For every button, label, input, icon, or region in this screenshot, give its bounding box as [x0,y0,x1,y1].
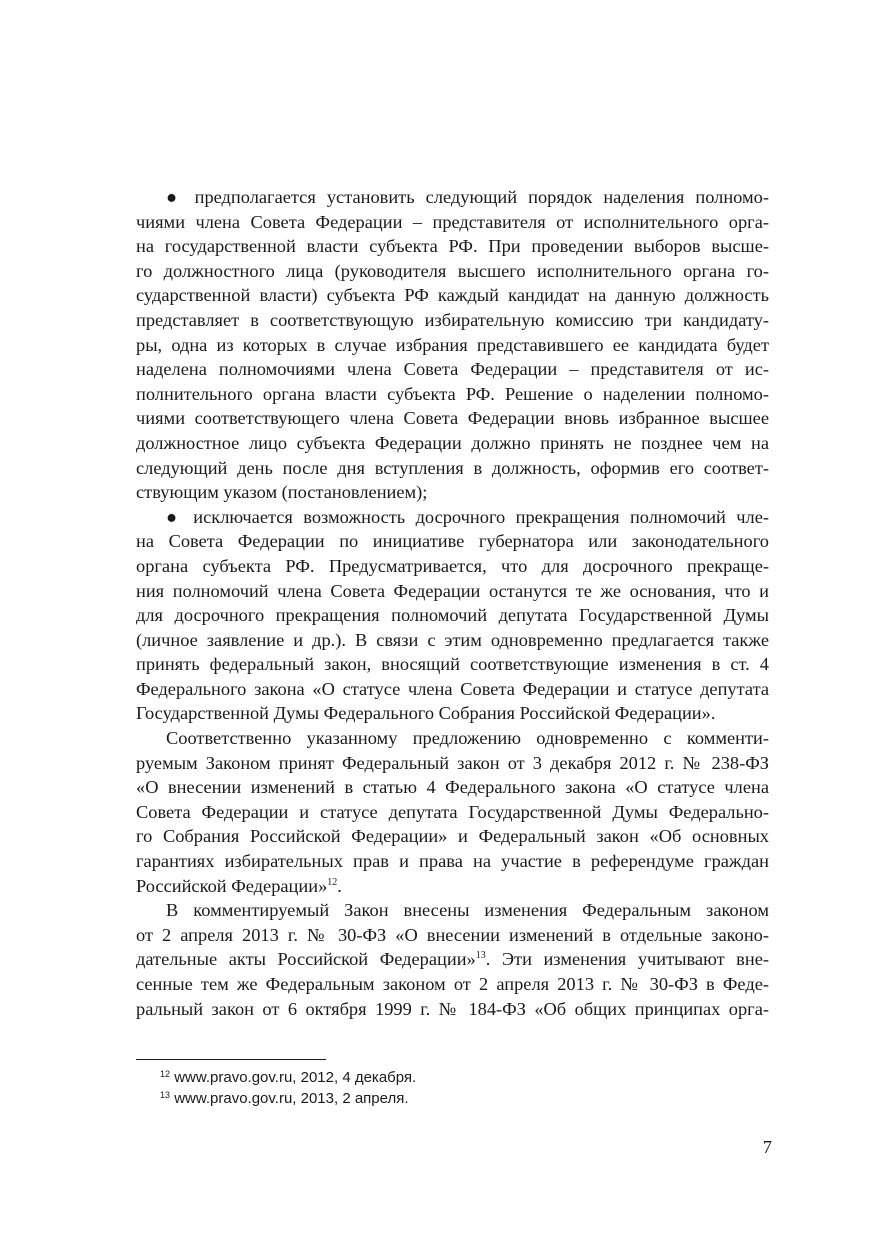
text-line: представляет в соответствующую избирательную комиссию три кандидату- [136,309,769,330]
main-text [136,185,769,1021]
text-line: Государственной Думы Федерального Собрания Российской Федерации». [136,703,716,724]
text-line: ● исключается возможность досрочного прекращения полномочий чле- [166,506,769,527]
line-text: Российской Федерации» [136,875,328,896]
text-line: Соответственно указанному предложению одновременно с комменти- [166,728,769,749]
text-line: ния полномочий члена Совета Федерации останутся те же основания, что и [136,580,769,601]
footnote-12 [160,1067,760,1088]
footnote-number: 13 [160,1090,171,1100]
footnotes [160,1067,760,1109]
text-line: го Собрания Российской Федерации» и Федеральный закон «Об основных [136,826,769,847]
text-line: сенные тем же Федеральным законом от 2 апреля 2013 г. № 30-ФЗ в Феде- [136,974,769,994]
text-line: ры, одна из которых в случае избрания представившего ее кандидата будет [136,334,769,355]
text-line: Совета Федерации и статусе депутата Государственной Думы Федерально- [136,801,769,822]
line-tail: . [337,875,342,896]
footnote-ref-12[interactable]: 12 [327,876,338,888]
text-line: В комментируемый Закон внесены изменения Федеральным законом [166,900,769,921]
paragraph-4 [136,898,769,1021]
text-line: наделена полномочиями члена Совета Федерации – представителя от ис- [136,359,769,380]
text-line: для досрочного прекращения полномочий депутата Государственной Думы [136,605,769,626]
text-line: «О внесении изменений в статью 4 Федерального закона «О статусе члена [136,777,769,798]
text-line: органа субъекта РФ. Предусматривается, что для досрочного прекраще- [136,555,769,576]
text-line: ральный закон от 6 октября 1999 г. № 184-ФЗ «Об общих принципах орга- [136,998,769,1019]
footnote-text: www.pravo.gov.ru, 2012, 4 декабря. [174,1069,417,1086]
text-line: чиями члена Совета Федерации – представителя от исполнительного орга- [136,211,769,232]
paragraph-2 [136,505,769,726]
text-line: гарантиях избирательных прав и права на участие в референдуме граждан [136,851,769,872]
text-line: принять федеральный закон, вносящий соответствующие изменения в ст. 4 [136,654,769,675]
text-line: полнительного органа власти субъекта РФ. Решение о наделении полномо- [136,383,769,404]
line-tail: . Эти изменения учитывают вне- [485,949,769,970]
text-line [136,947,769,972]
paragraph-3 [136,726,769,898]
text-line: на Совета Федерации по инициативе губернатора или законодательного [136,531,769,552]
text-line: следующий день после дня вступления в должность, оформив его соответ- [136,457,769,478]
text-line: ● предполагается установить следующий порядок наделения полномо- [166,187,769,207]
footnote-number: 12 [160,1069,171,1079]
text-line: на государственной власти субъекта РФ. При проведении выборов высше- [136,236,769,257]
text-line: должностное лицо субъекта Федерации должно принять не позднее чем на [136,432,769,453]
text-line: (личное заявление и др.). В связи с этим одновременно предлагается также [136,629,769,650]
line-text: дательные акты Российской Федерации» [136,949,476,970]
text-line: го должностного лица (руководителя высшего исполнительного органа го- [136,260,769,281]
text-line: чиями соответствующего члена Совета Федерации вновь избранное высшее [136,408,769,429]
footnote-13 [160,1088,760,1109]
footnote-ref-13[interactable]: 13 [475,950,486,962]
page-number: 7 [762,1137,772,1157]
footnote-text: www.pravo.gov.ru, 2013, 2 апреля. [174,1090,409,1107]
footnote-divider [136,1059,326,1060]
text-line [136,874,769,899]
text-line: сударственной власти) субъекта РФ каждый кандидат на данную должность [136,285,769,306]
paragraph-1 [136,185,769,505]
text-line: ствующим указом (постановлением); [136,482,428,503]
text-line: руемым Законом принят Федеральный закон от 3 декабря 2012 г. № 238-ФЗ [136,752,769,773]
text-line: Федерального закона «О статусе члена Совета Федерации и статусе депутата [136,678,769,699]
text-line: от 2 апреля 2013 г. № 30-ФЗ «О внесении изменений в отдельные законо- [136,924,769,945]
